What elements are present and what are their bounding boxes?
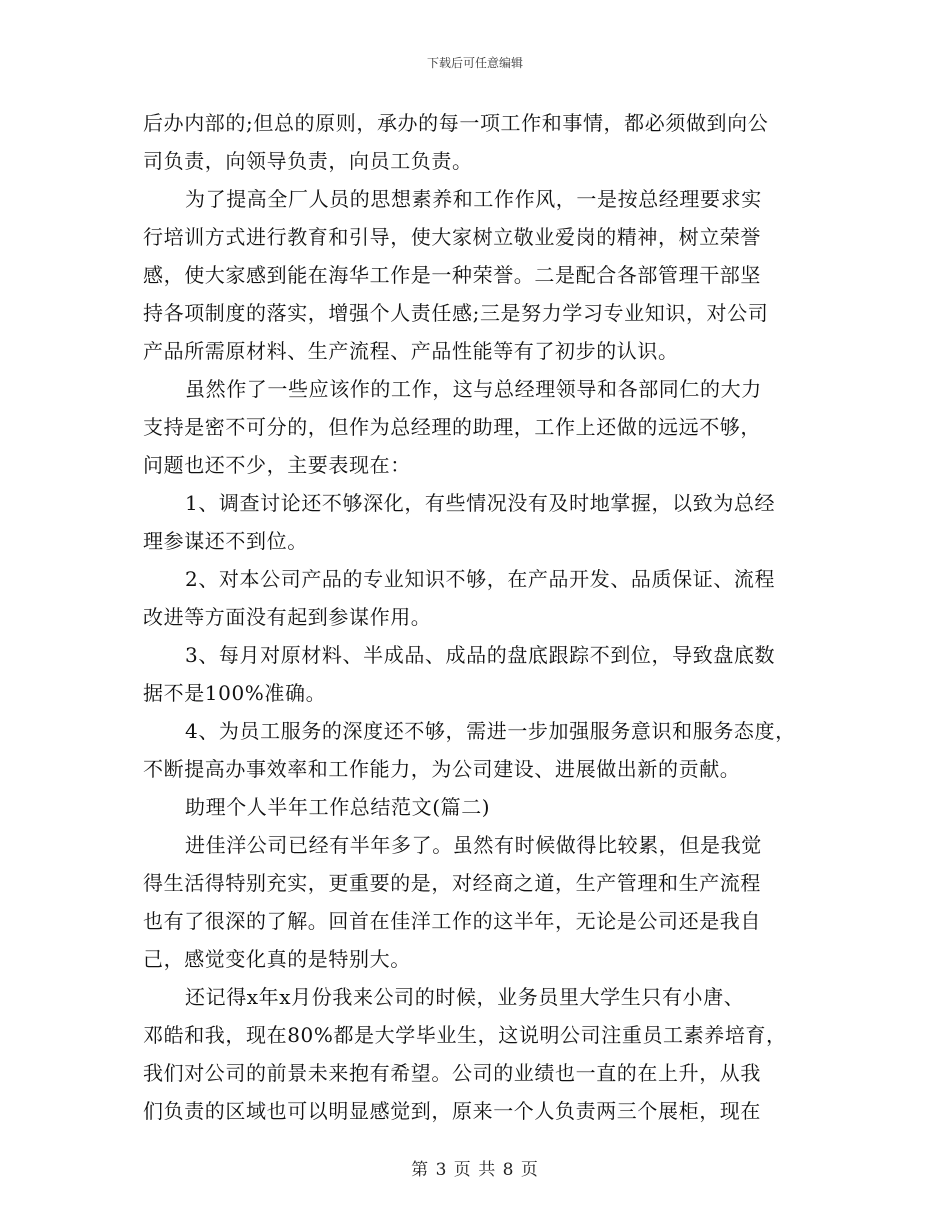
text-line: 行培训方式进行教育和引导，使大家树立敬业爱岗的精神，树立荣誉: [143, 225, 761, 249]
section-heading: 助理个人半年工作总结范文(篇二): [185, 795, 491, 819]
text-line: 司负责，向领导负责，向员工负责。: [143, 149, 473, 173]
page-header: 下载后可任意编辑: [426, 56, 523, 70]
text-line: 理参谋还不到位。: [143, 529, 308, 553]
text-line: 后办内部的;但总的原则，承办的每一项工作和事情，都必须做到向公: [143, 111, 769, 135]
text-line: 改进等方面没有起到参谋作用。: [143, 605, 432, 629]
text-line: 感，使大家感到能在海华工作是一种荣誉。二是配合各部管理干部坚: [143, 263, 761, 287]
list-item-line: 1、调查讨论还不够深化，有些情况没有及时地掌握，以致为总经: [185, 491, 776, 515]
paragraph-start-line: 为了提高全厂人员的思想素养和工作作风，一是按总经理要求实: [185, 187, 762, 211]
text-line: 我们对公司的前景未来抱有希望。公司的业绩也一直的在上升，从我: [143, 1061, 761, 1085]
paragraph-start-line: 还记得x年x月份我来公司的时候，业务员里大学生只有小唐、: [185, 985, 745, 1009]
text-line: 们负责的区域也可以明显感觉到，原来一个人负责两三个展柜，现在: [143, 1099, 761, 1123]
paragraph-start-line: 进佳洋公司已经有半年多了。虽然有时候做得比较累，但是我觉: [185, 833, 762, 857]
text-line: 支持是密不可分的，但作为总经理的助理，工作上还做的远远不够，: [143, 415, 761, 439]
text-line: 邓皓和我，现在80%都是大学毕业生，这说明公司注重员工素养培育，: [143, 1023, 787, 1047]
document-body: [143, 104, 823, 1130]
list-item-line: 4、为员工服务的深度还不够，需进一步加强服务意识和服务态度，: [185, 719, 796, 743]
text-line: 问题也还不少，主要表现在：: [143, 453, 411, 477]
text-line: 也有了很深的了解。回首在佳洋工作的这半年，无论是公司还是我自: [143, 909, 761, 933]
text-line: 己，感觉变化真的是特别大。: [143, 947, 411, 971]
paragraph-start-line: 虽然作了一些应该作的工作，这与总经理领导和各部同仁的大力: [185, 377, 762, 401]
text-line: 产品所需原材料、生产流程、产品性能等有了初步的认识。: [143, 339, 679, 363]
text-line: 据不是100%准确。: [143, 681, 327, 705]
text-line: 得生活得特别充实，更重要的是，对经商之道，生产管理和生产流程: [143, 871, 761, 895]
text-line: 不断提高办事效率和工作能力，为公司建设、进展做出新的贡献。: [143, 757, 741, 781]
page-number-footer: 第 3 页 共 8 页: [411, 1160, 539, 1180]
text-line: 持各项制度的落实，增强个人责任感;三是努力学习专业知识，对公司: [143, 301, 769, 325]
list-item-line: 2、对本公司产品的专业知识不够，在产品开发、品质保证、流程: [185, 567, 776, 591]
list-item-line: 3、每月对原材料、半成品、成品的盘底跟踪不到位，导致盘底数: [185, 643, 776, 667]
